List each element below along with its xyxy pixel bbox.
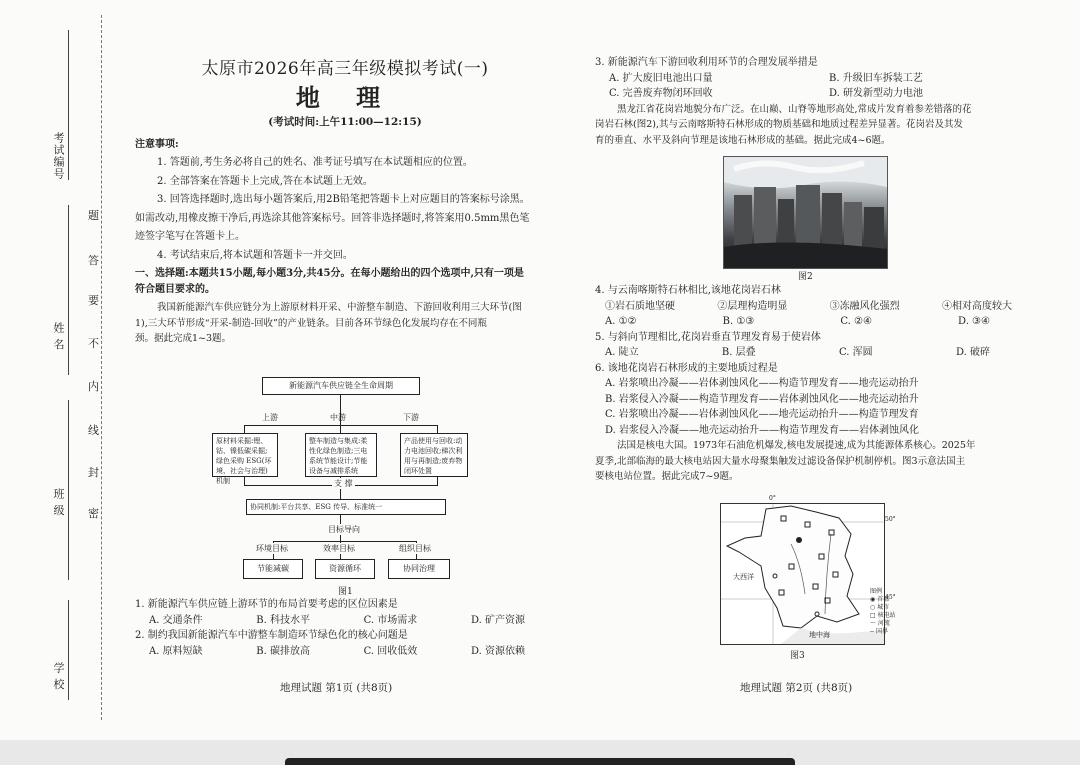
map-lon-0: 0° <box>769 495 776 502</box>
fig1-connector <box>244 425 438 426</box>
passage2-line: 黑龙江省花岗岩地貌分布广泛。在山巅、山脊等地形高处,常成片发育着参差错落的花 <box>617 103 972 115</box>
exam-no-line <box>68 30 69 180</box>
subject-title: 地 理 <box>295 82 395 112</box>
passage3-line: 夏季,北部临海的最大核电站因大量水母聚集触发过滤设备保护机制停机。图3示意法国主 <box>595 455 966 467</box>
fig1-title: 新能源汽车供应链全生命周期 <box>262 377 420 395</box>
fig1-goal-box: 节能减碳 <box>243 559 303 579</box>
q6-option-b: B. 岩浆侵入冷凝——构造节理发育——岩体剥蚀风化——地壳运动抬升 <box>605 393 919 405</box>
section-heading: 一、选择题:本题共15小题,每小题3分,共45分。在每小题给出的四个选项中,只有一项是 <box>135 268 524 279</box>
q6-option-a: A. 岩浆喷出冷凝——岩体剥蚀风化——构造节理发育——地壳运动抬升 <box>605 378 919 389</box>
right-page-middle <box>595 283 1020 485</box>
name-line <box>68 205 69 375</box>
legend-item: ◉ 首都 <box>870 596 890 603</box>
school-label: 学 校 <box>52 662 65 691</box>
map-lat-50: 50° <box>885 516 896 523</box>
seal-char: 封 <box>88 466 99 479</box>
stage-downstream: 下游 <box>403 413 419 422</box>
q4-statement: ②层理构造明显 <box>717 300 788 312</box>
fig1-goal-label: 效率目标 <box>323 544 355 553</box>
q6-option-d: D. 岩浆侵入冷凝——地壳运动抬升——构造节理发育——岩体剥蚀风化 <box>605 424 920 436</box>
notice-item: 1. 答题前,考生务必将自己的姓名、准考证号填写在本试题相应的位置。 <box>157 157 473 168</box>
q5-stem: 5. 与斜向节理相比,花岗岩垂直节理发育易于使岩体 <box>595 331 821 343</box>
map-lat-45: 45° <box>885 594 896 601</box>
fig1-connector <box>244 477 245 485</box>
notice-item: 如需改动,用橡皮擦干净后,再选涂其他答案标号。回答非选择题时,将答案用0.5mm黑色笔 <box>135 212 530 224</box>
passage-line: 1),三大环节形成“开采-制造-回收”的产业链条。目前各环节绿色化发展均存在不同瓶 <box>135 317 487 329</box>
passage3-line: 要核电站位置。据此完成7~9题。 <box>595 471 739 482</box>
q6-stem: 6. 该地花岗岩石林形成的主要地质过程是 <box>595 362 778 374</box>
right-page-top <box>595 55 1020 148</box>
fig1-goal-label: 组织目标 <box>399 544 431 553</box>
q3-options-row2 <box>595 86 1020 102</box>
notice-item: 3. 回答选择题时,选出每小题答案后,用2B铅笔把答题卡上对应题目的答案标号涂黑。 <box>157 194 530 205</box>
legend-item: □ 核电站 <box>870 612 896 619</box>
q1-option-d: D. 矿产资源 <box>470 614 525 626</box>
legend-label: 首都 <box>877 596 890 603</box>
legend-label: 国界 <box>875 628 888 635</box>
fig1-connector <box>244 425 245 433</box>
q6-option-c: C. 岩浆喷出冷凝——岩体剥蚀风化——地壳运动抬升——构造节理发育 <box>605 409 919 420</box>
fig1-box-midstream: 整车制造与集成:柔性化绿色制造;三电系统节能设计;节能设备与减排系统 <box>305 433 377 477</box>
map-ocean-label: 大西洋 <box>733 573 754 581</box>
passage3-line: 法国是核电大国。1973年石油危机爆发,核电发展提速,成为其能源体系核心。2025年 <box>617 440 976 451</box>
fig1-support: 支 撑 <box>334 479 353 488</box>
exam-no-label: 考试编号 <box>52 132 65 180</box>
q5-option-a: A. 陡立 <box>605 347 639 358</box>
name-label: 姓 名 <box>52 322 65 351</box>
q1-option-b: B. 科技水平 <box>256 614 310 626</box>
stone-forest-image <box>724 157 887 268</box>
legend-item: ～ 河流 <box>870 620 890 627</box>
map-sea-label: 地中海 <box>809 631 830 639</box>
bottom-bar <box>285 758 795 765</box>
q4-option-b: B. ①③ <box>722 316 755 327</box>
left-page <box>135 59 555 347</box>
legend-title: 图例 <box>870 588 883 595</box>
passage2-line: 育的垂直、水平及斜向节理是该地石林形成的基础。据此完成4~6题。 <box>595 134 891 146</box>
fig1-goal-label: 环境目标 <box>256 544 288 553</box>
seal-char: 线 <box>88 424 99 437</box>
footer-left: 地理试题 第1页 (共8页) <box>280 682 393 694</box>
q1-option-c: C. 市场需求 <box>363 614 418 626</box>
passage2-line: 岗岩石林(图2),其与云南喀斯特石林形成的物质基础和地质过程差异显著。花岗岩及其发 <box>595 119 963 130</box>
map-legend <box>870 588 910 636</box>
legend-label: 河流 <box>877 620 890 627</box>
fig1-goal-box: 资源循环 <box>315 559 375 579</box>
fig2-caption: 图2 <box>798 272 813 282</box>
q5-option-c: C. 浑圆 <box>838 347 873 358</box>
fig1-caption: 图1 <box>338 587 353 597</box>
q5-options <box>595 345 1020 361</box>
q4-statements <box>595 299 1020 315</box>
fig1-coord-box: 协同机制:平台共享、ESG 传导、标准统一 <box>246 499 446 515</box>
notice-item: 迹签字笔写在答题卡上。 <box>135 231 245 242</box>
class-label: 班 级 <box>52 488 65 517</box>
legend-item: -- 国界 <box>870 628 888 635</box>
q3-option-b: B. 升级旧车拆装工艺 <box>829 72 923 84</box>
notice-item: 4. 考试结束后,将本试题和答题卡一并交回。 <box>157 249 353 261</box>
q3-option-d: D. 研发新型动力电池 <box>829 88 924 99</box>
q2-stem: 2. 制约我国新能源汽车中游整车制造环节绿色化的核心问题是 <box>135 630 408 641</box>
legend-label: 核电站 <box>877 612 896 619</box>
q2-options <box>135 644 555 660</box>
q3-stem: 3. 新能源汽车下游回收利用环节的合理发展举措是 <box>595 57 818 68</box>
q3-options-row1 <box>595 71 1020 87</box>
q1-options <box>135 613 555 629</box>
seal-char: 内 <box>88 380 99 393</box>
seal-dashed-line <box>101 15 102 720</box>
questions-1-2 <box>135 597 555 659</box>
q4-option-c: C. ②④ <box>840 316 872 327</box>
stage-upstream: 上游 <box>262 413 278 422</box>
q5-option-b: B. 层叠 <box>721 347 756 358</box>
section-heading-cont: 符合题目要求的。 <box>135 283 215 295</box>
q3-option-c: C. 完善废弃物闭环回收 <box>609 88 713 99</box>
notice-item: 2. 全部答案在答题卡上完成,答在本试题上无效。 <box>157 175 373 187</box>
q4-statement: ①岩石质地坚硬 <box>605 300 675 312</box>
fig1-connector <box>273 541 416 542</box>
seal-char: 要 <box>88 294 99 307</box>
fig1-box-downstream: 产品使用与回收:动力电池回收;梯次利用与再制造;废弃物闭环处置 <box>400 433 468 477</box>
q2-option-c: C. 回收低效 <box>363 645 418 657</box>
q2-option-b: B. 碳排放高 <box>256 645 310 657</box>
school-line <box>68 600 69 700</box>
q4-options <box>595 314 1020 330</box>
notice-heading: 注意事项: <box>135 138 179 150</box>
legend-item: ○ 城市 <box>870 604 890 611</box>
seal-char: 不 <box>88 337 99 350</box>
class-line <box>68 400 69 580</box>
exam-title: 太原市2026年高三年级模拟考试(一) <box>201 59 489 79</box>
q4-option-d: D. ③④ <box>958 316 990 327</box>
legend-label: 城市 <box>877 604 890 611</box>
q4-stem: 4. 与云南喀斯特石林相比,该地花岗岩石林 <box>595 285 781 296</box>
passage-line: 颈。据此完成1~3题。 <box>135 333 232 344</box>
fig1-goal-box: 协同治理 <box>388 559 450 579</box>
seal-char: 题 <box>88 209 99 222</box>
fig1-box-upstream: 原材料采掘:锂、钴、镍低碳采掘;绿色采购 ESG(环境、社会与治理)机制 <box>212 433 278 477</box>
passage-line: 我国新能源汽车供应链分为上游原材料开采、中游整车制造、下游回收利用三大环节(图 <box>157 302 522 313</box>
seal-char: 密 <box>88 507 99 520</box>
q5-option-d: D. 破碎 <box>955 347 990 358</box>
exam-time: (考试时间:上午11:00—12:15) <box>268 116 422 128</box>
stage-midstream: 中游 <box>330 413 346 422</box>
fig1-connector <box>340 425 341 433</box>
fig1-connector <box>437 477 438 485</box>
binding-margin <box>0 0 110 740</box>
q4-statement: ③冻融风化强烈 <box>829 300 900 312</box>
q2-option-d: D. 资源依赖 <box>470 645 525 657</box>
footer-right: 地理试题 第2页 (共8页) <box>740 682 853 694</box>
seal-char: 答 <box>88 254 99 267</box>
q3-option-a: A. 扩大废旧电池出口量 <box>609 72 713 84</box>
q4-statement: ④相对高度较大 <box>941 300 1012 312</box>
figure-2-photo <box>723 156 888 269</box>
fig3-caption: 图3 <box>790 651 805 661</box>
q1-stem: 1. 新能源汽车供应链上游环节的布局首要考虑的区位因素是 <box>135 599 398 610</box>
q1-option-a: A. 交通条件 <box>149 614 203 626</box>
q2-option-a: A. 原料短缺 <box>149 645 203 657</box>
fig1-guide: 目标导向 <box>328 525 360 534</box>
fig1-connector <box>437 425 438 433</box>
q4-option-a: A. ①② <box>605 316 637 327</box>
